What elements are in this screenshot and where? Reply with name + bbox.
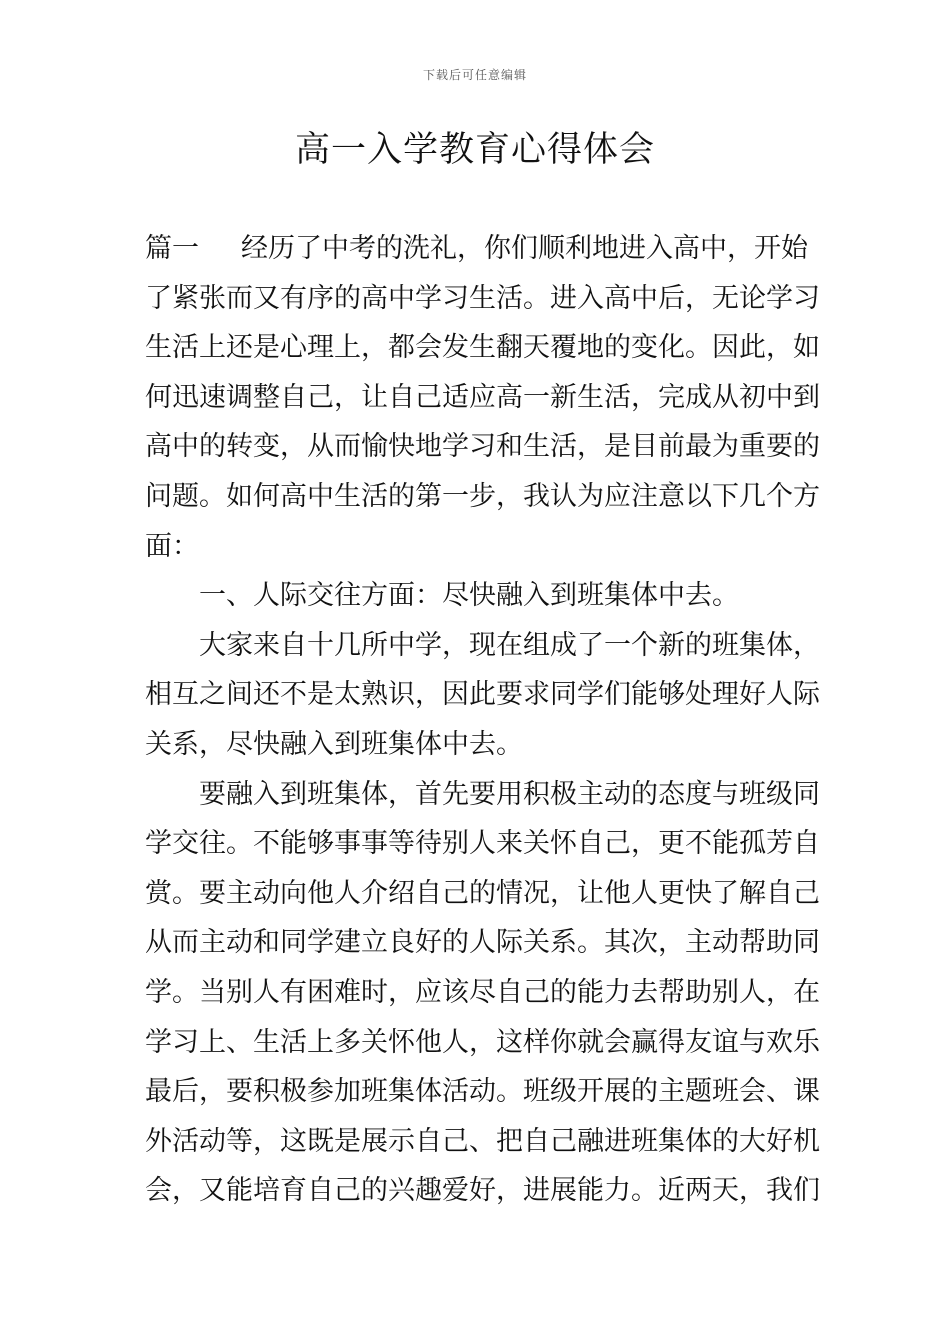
body-line: 外活动等，这既是展示自己、把自己融进班集体的大好机 xyxy=(145,1125,820,1157)
body-line: 问题。如何高中生活的第一步，我认为应注意以下几个方 xyxy=(145,480,820,512)
document-body xyxy=(145,224,820,1216)
body-line: 一、人际交往方面：尽快融入到班集体中去。 xyxy=(199,580,739,612)
body-line: 学交往。不能够事事等待别人来关怀自己，更不能孤芳自 xyxy=(145,828,820,860)
body-line: 相互之间还不是太熟识，因此要求同学们能够处理好人际 xyxy=(145,679,820,711)
body-line: 最后，要积极参加班集体活动。班级开展的主题班会、课 xyxy=(145,1076,820,1108)
header-note: 下载后可任意编辑 xyxy=(422,68,527,82)
section-label: 篇一 xyxy=(145,233,199,264)
body-line: 关系，尽快融入到班集体中去。 xyxy=(145,728,523,760)
body-line xyxy=(145,224,809,274)
body-line: 何迅速调整自己，让自己适应高一新生活，完成从初中到 xyxy=(145,381,820,413)
body-line: 大家来自十几所中学，现在组成了一个新的班集体， xyxy=(199,629,820,661)
body-line: 会，又能培育自己的兴趣爱好，进展能力。近两天，我们 xyxy=(145,1175,820,1207)
document-title: 高一入学教育心得体会 xyxy=(294,130,655,170)
body-line-text: 经历了中考的洗礼，你们顺利地进入高中，开始 xyxy=(241,233,808,264)
body-line: 面： xyxy=(145,530,199,562)
body-line: 了紧张而又有序的高中学习生活。进入高中后，无论学习 xyxy=(145,282,820,314)
body-lines xyxy=(145,274,820,1216)
body-line: 生活上还是心理上，都会发生翻天覆地的变化。因此，如 xyxy=(145,332,820,364)
body-line: 学习上、生活上多关怀他人，这样你就会赢得友谊与欢乐 xyxy=(145,1026,820,1058)
body-line: 要融入到班集体，首先要用积极主动的态度与班级同 xyxy=(199,778,820,810)
body-line: 高中的转变，从而愉快地学习和生活，是目前最为重要的 xyxy=(145,431,820,463)
body-line: 从而主动和同学建立良好的人际关系。其次，主动帮助同 xyxy=(145,927,820,959)
body-line: 学。当别人有困难时，应该尽自己的能力去帮助别人，在 xyxy=(145,976,820,1008)
body-line: 赏。要主动向他人介绍自己的情况，让他人更快了解自己 xyxy=(145,877,820,909)
